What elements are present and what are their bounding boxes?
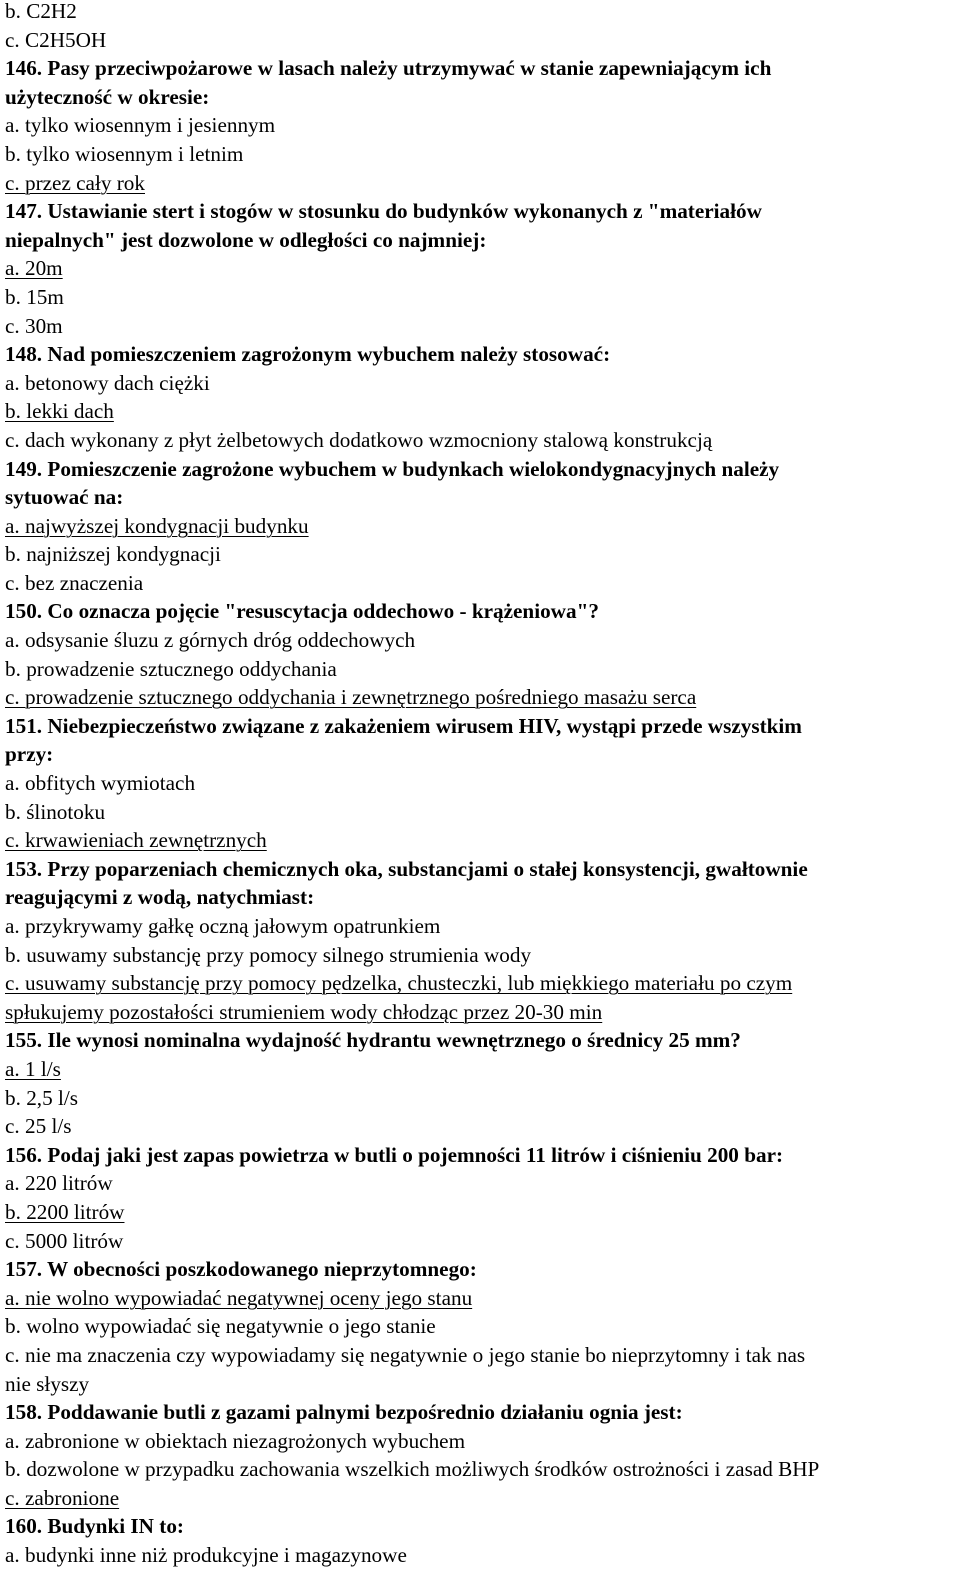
answer-option: c. C2H5OH xyxy=(5,27,107,52)
answer-option: b. dozwolone w przypadku zachowania wszelkich możliwych środków ostrożności i zasad BHP xyxy=(5,1457,820,1482)
question-text: 147. Ustawianie stert i stogów w stosunku do budynków wykonanych z "materiałów xyxy=(5,199,762,224)
answer-option: b. C2H2 xyxy=(5,0,77,23)
answer-option: nie słyszy xyxy=(5,1371,90,1396)
correct-answer-option: a. nie wolno wypowiadać negatywnej oceny jego stanu xyxy=(5,1285,473,1310)
correct-answer-option: c. krwawieniach zewnętrznych xyxy=(5,828,267,853)
answer-option: b. 15m xyxy=(5,284,64,309)
answer-option: a. budynki inne niż produkcyjne i magazynowe xyxy=(5,1543,407,1568)
answer-option: c. dach wykonany z płyt żelbetowych dodatkowo wzmocniony stalową konstrukcją xyxy=(5,427,713,452)
correct-answer-option: c. usuwamy substancję przy pomocy pędzelka, chusteczki, lub miękkiego materiału po czym xyxy=(5,971,793,996)
question-text: niepalnych" jest dozwolone w odległości co najmniej: xyxy=(5,227,487,252)
question-text: 156. Podaj jaki jest zapas powietrza w butli o pojemności 11 litrów i ciśnieniu 200 bar: xyxy=(5,1142,784,1167)
question-text: użyteczność w okresie: xyxy=(5,84,210,109)
answer-option: b. najniższej kondygnacji xyxy=(5,542,221,567)
answer-option: a. betonowy dach ciężki xyxy=(5,370,210,395)
question-text: sytuować na: xyxy=(5,485,124,510)
correct-answer-option: a. 20m xyxy=(5,256,63,281)
answer-option: c. 30m xyxy=(5,313,63,338)
question-text: 153. Przy poparzeniach chemicznych oka, substancjami o stałej konsystencji, gwałtownie xyxy=(5,856,808,881)
answer-option: c. bez znaczenia xyxy=(5,570,144,595)
answer-option: b. tylko wiosennym i letnim xyxy=(5,141,244,166)
question-text: 157. W obecności poszkodowanego nieprzytomnego: xyxy=(5,1257,477,1282)
answer-option: a. zabronione w obiektach niezagrożonych wybuchem xyxy=(5,1428,466,1453)
answer-option: c. nie ma znaczenia czy wypowiadamy się negatywnie o jego stanie bo nieprzytomny i tak nas xyxy=(5,1342,806,1367)
correct-answer-option: b. 2200 litrów xyxy=(5,1199,125,1224)
answer-option: b. ślinotoku xyxy=(5,799,106,824)
document-body xyxy=(5,0,960,1570)
correct-answer-option: a. 1 l/s xyxy=(5,1056,61,1081)
answer-option: b. wolno wypowiadać się negatywnie o jego stanie xyxy=(5,1314,436,1339)
question-text: 160. Budynki IN to: xyxy=(5,1514,184,1539)
answer-option: a. obfitych wymiotach xyxy=(5,771,196,796)
answer-option: a. tylko wiosennym i jesiennym xyxy=(5,113,276,138)
answer-option: b. prowadzenie sztucznego oddychania xyxy=(5,656,337,681)
answer-option: b. usuwamy substancję przy pomocy silnego strumienia wody xyxy=(5,942,532,967)
correct-answer-option: c. zabronione xyxy=(5,1485,120,1510)
answer-option: a. przykrywamy gałkę oczną jałowym opatrunkiem xyxy=(5,914,441,938)
answer-option: c. 25 l/s xyxy=(5,1114,72,1139)
question-text: 148. Nad pomieszczeniem zagrożonym wybuchem należy stosować: xyxy=(5,342,611,367)
answer-option: a. 220 litrów xyxy=(5,1171,113,1196)
answer-option: a. odsysanie śluzu z górnych dróg oddechowych xyxy=(5,628,416,653)
correct-answer-option: a. najwyższej kondygnacji budynku xyxy=(5,513,309,538)
answer-option: b. 2,5 l/s xyxy=(5,1085,78,1110)
question-text: 146. Pasy przeciwpożarowe w lasach należy utrzymywać w stanie zapewniającym ich xyxy=(5,56,772,81)
question-text: 155. Ile wynosi nominalna wydajność hydrantu wewnętrznego o średnicy 25 mm? xyxy=(5,1028,741,1053)
question-text: przy: xyxy=(5,742,54,767)
correct-answer-option: b. lekki dach xyxy=(5,399,114,424)
question-text: 158. Poddawanie butli z gazami palnymi bezpośrednio działaniu ognia jest: xyxy=(5,1400,683,1425)
question-text: reagującymi z wodą, natychmiast: xyxy=(5,885,315,910)
question-text: 150. Co oznacza pojęcie "resuscytacja oddechowo - krążeniowa"? xyxy=(5,599,599,624)
question-text: 151. Niebezpieczeństwo związane z zakażeniem wirusem HIV, wystąpi przede wszystkim xyxy=(5,713,802,738)
answer-option: c. 5000 litrów xyxy=(5,1228,124,1253)
correct-answer-option: spłukujemy pozostałości strumieniem wody chłodząc przez 20-30 min xyxy=(5,999,603,1024)
question-text: 149. Pomieszczenie zagrożone wybuchem w budynkach wielokondygnacyjnych należy xyxy=(5,456,780,481)
correct-answer-option: c. prowadzenie sztucznego oddychania i zewnętrznego pośredniego masażu serca xyxy=(5,685,697,710)
correct-answer-option: c. przez cały rok xyxy=(5,170,145,195)
